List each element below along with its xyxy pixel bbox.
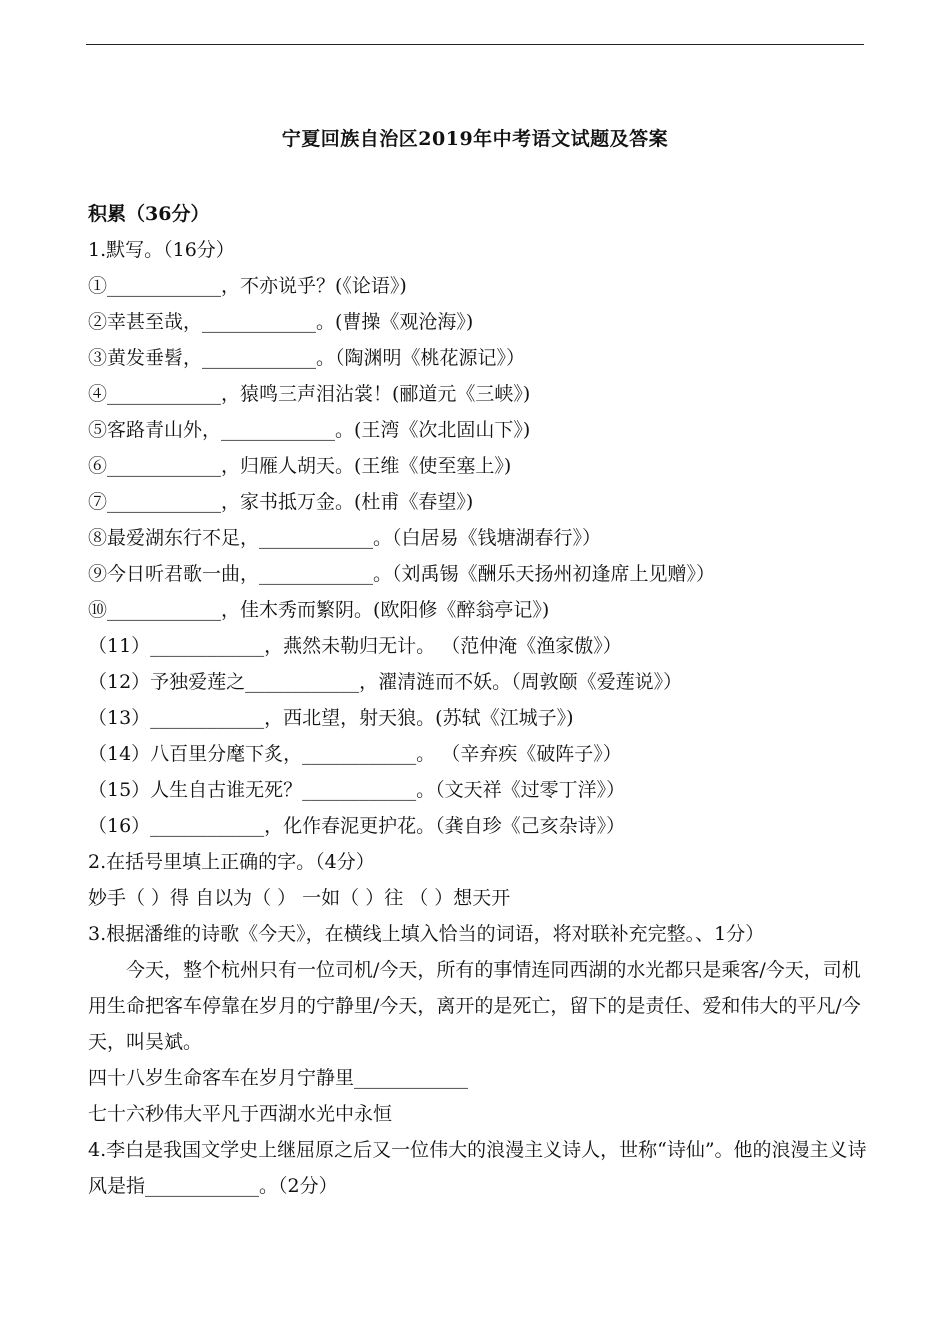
question-1-heading: 1.默写。（16分） xyxy=(88,239,235,261)
dictation-item-5: ⑤客路青山外，____________。(王湾《次北固山下》) xyxy=(88,419,531,441)
question-3-heading: 3.根据潘维的诗歌《今天》，在横线上填入恰当的词语，将对联补充完整。、1分） xyxy=(88,923,765,945)
document-body xyxy=(88,196,868,1204)
question-2-idioms: 妙手（ ）得 自以为（ ） 一如（ ）往 （ ）想天开 xyxy=(88,887,511,909)
dictation-item-7: ⑦____________，家书抵万金。(杜甫《春望》) xyxy=(88,491,474,513)
document-title: 宁夏回族自治区2019年中考语文试题及答案 xyxy=(281,128,669,150)
header-rule xyxy=(86,44,864,45)
dictation-item-4: ④____________，猿鸣三声泪沾裳！(郦道元《三峡》) xyxy=(88,383,531,405)
dictation-item-6: ⑥____________，归雁人胡天。(王维《使至塞上》) xyxy=(88,455,512,477)
couplet-first-line: 四十八岁生命客车在岁月宁静里____________ xyxy=(88,1067,469,1089)
dictation-item-14: （14）八百里分麾下炙，____________。 （辛弃疾《破阵子》） xyxy=(88,743,622,765)
dictation-item-1: ①____________，不亦说乎？(《论语》) xyxy=(88,275,407,297)
dictation-item-3: ③黄发垂髫，____________。（陶渊明《桃花源记》） xyxy=(88,347,526,369)
poem-paragraph: 今天，整个杭州只有一位司机/今天，所有的事情连同西湖的水光都只是乘客/今天，司机用生命把客车停靠在岁月的宁静里/今天，离开的是死亡，留下的是责任、爱和伟大的平凡/今天，叫吴斌。 xyxy=(88,959,861,1053)
dictation-item-10: ⑩____________，佳木秀而繁阴。(欧阳修《醉翁亭记》) xyxy=(88,599,550,621)
dictation-item-13: （13）____________，西北望，射天狼。(苏轼《江城子》) xyxy=(88,707,574,729)
couplet-second-line: 七十六秒伟大平凡于西湖水光中永恒 xyxy=(88,1103,393,1125)
dictation-item-15: （15）人生自古谁无死？____________。（文天祥《过零丁洋》） xyxy=(88,779,626,801)
section-heading: 积累（36分） xyxy=(88,203,210,225)
dictation-item-11: （11）____________，燕然未勒归无计。 （范仲淹《渔家傲》） xyxy=(88,635,622,657)
dictation-item-2: ②幸甚至哉，____________。(曹操《观沧海》) xyxy=(88,311,474,333)
dictation-item-12: （12）予独爱莲之____________，濯清涟而不妖。（周敦颐《爱莲说》） xyxy=(88,671,683,693)
dictation-item-9: ⑨今日听君歌一曲，____________。（刘禹锡《酬乐天扬州初逢席上见赠》） xyxy=(88,563,716,585)
dictation-item-8: ⑧最爱湖东行不足，____________。（白居易《钱塘湖春行》） xyxy=(88,527,602,549)
question-2-heading: 2.在括号里填上正确的字。（4分） xyxy=(88,851,375,873)
dictation-item-16: （16）____________，化作春泥更护花。（龚自珍《己亥杂诗》） xyxy=(88,815,626,837)
question-4-paragraph: 4.李白是我国文学史上继屈原之后又一位伟大的浪漫主义诗人，世称“诗仙”。他的浪漫主义诗风是指____________。（2分） xyxy=(88,1139,867,1197)
